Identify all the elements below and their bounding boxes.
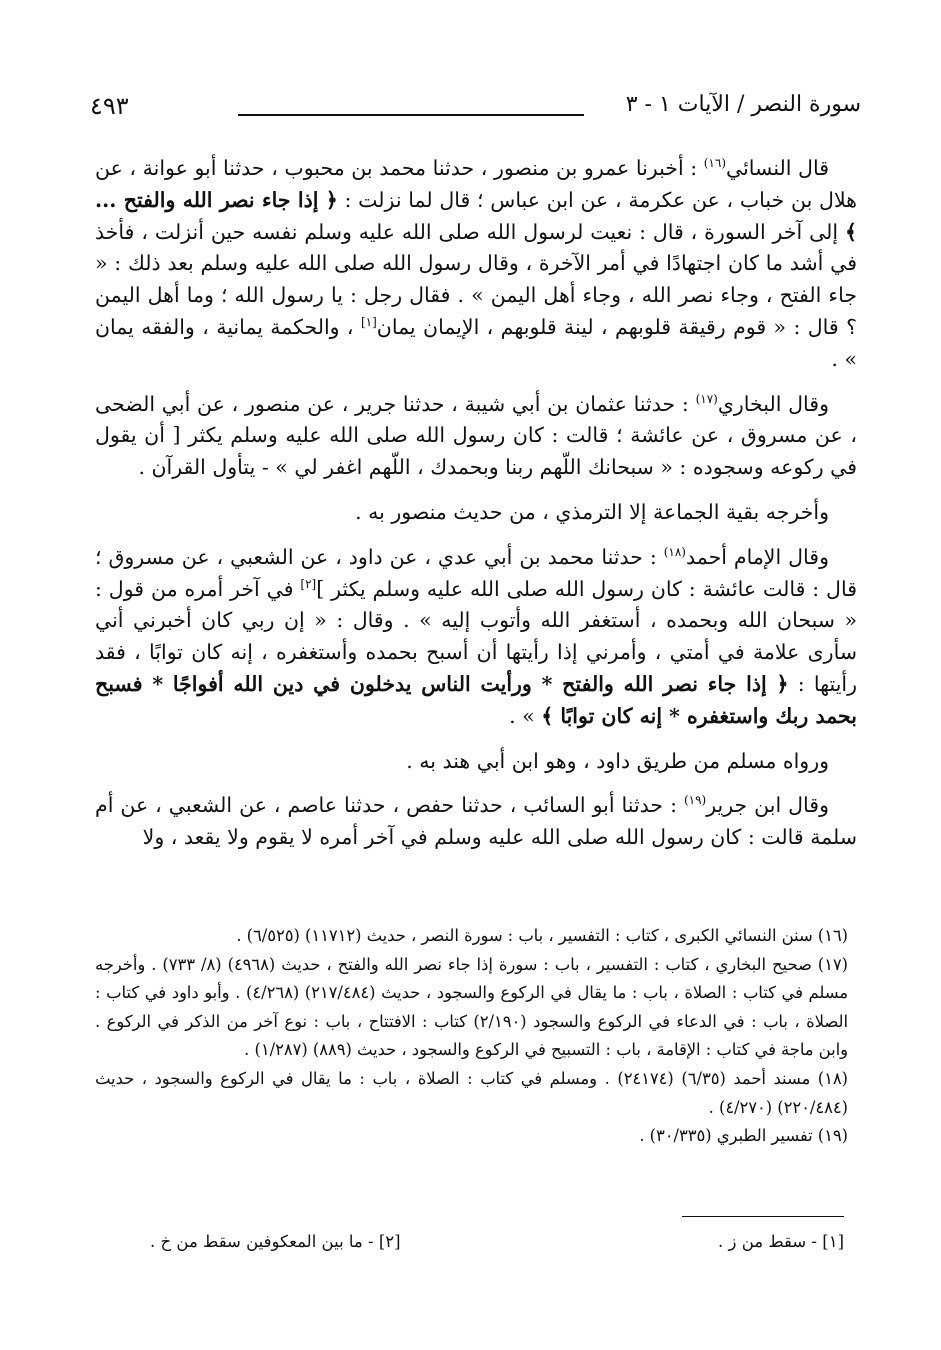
variant-ref: [١]	[360, 315, 377, 330]
variant-ref: [٢]	[300, 576, 317, 591]
page-number: ٤٩٣	[90, 92, 129, 120]
footnote-ref: (١٧)	[695, 391, 718, 406]
header-rule	[238, 114, 584, 116]
paragraph-jamaa: وأخرجه بقية الجماعة إلا الترمذي ، من حديث منصور به .	[355, 499, 829, 524]
quran-quote: ﴿ إذا جاء نصر الله والفتح * ورأيت الناس يدخلون في دين الله أفواجًا * فسبح بحمد ربك واستغفره * إنه كان توابًا ﴾	[95, 671, 857, 728]
paragraph-bukhari	[95, 389, 857, 484]
text-run: في آخر أمره من قول : « سبحان الله وبحمده ، أستغفر الله وأتوب إليه » . وقال : « إن ربي كان أخبرني أني سأرى علامة في أمتي ، وأمرني إذا رأيتها أن أسبح بحمده وأستغفره ، إنه كان توابًا ، فقد رأيتها :	[95, 576, 858, 696]
paragraph-ibn-jarir	[95, 790, 857, 854]
footnote-ref: (١٨)	[663, 544, 686, 559]
text-run: : حدثنا أبو السائب ، حدثنا حفص ، حدثنا عاصم ، عن الشعبي ، عن أم سلمة قالت : كان رسول الله صلى الله عليه وسلم في آخر أمره لا يقوم ولا يقعد ، ولا	[95, 793, 857, 850]
paragraph-muslim: ورواه مسلم من طريق داود ، وهو ابن أبي هند به .	[406, 748, 829, 773]
variant-notes	[150, 1232, 844, 1262]
text-run: وقال ابن جرير	[706, 793, 829, 818]
running-title: سورة النصر / الآيات ١ - ٣	[625, 92, 861, 117]
variant-note-2: [٢] - ما بين المعكوفين سقط من خ .	[150, 1232, 401, 1251]
variant-note-1: [١] - سقط من ز .	[718, 1232, 844, 1251]
text-run: » .	[509, 703, 542, 728]
text-run: : حدثنا محمد بن أبي عدي ، عن داود ، عن الشعبي ، عن مسروق ؛ قال : قالت عائشة : كان رسول الله صلى الله عليه وسلم يكثر ]	[95, 544, 857, 601]
paragraph-nasai	[95, 153, 857, 376]
text-run: وقال الإمام أحمد	[685, 544, 829, 569]
text-run: قال النسائي	[726, 156, 829, 180]
text-run: : حدثنا عثمان بن أبي شيبة ، حدثنا جرير ، عن منصور ، عن أبي الضحى ، عن مسروق ، عن عائشة ؛ قالت : كان رسول الله صلى الله عليه وسلم يكثر [ أن يقول في ركوعه وسجوده : « سبحانك اللّهم ربنا وبحمدك ، اللّهم اغفر لي » - يتأول القرآن .	[95, 391, 857, 480]
text-run: إلى آخر السورة ، قال : نعيت لرسول الله صلى الله عليه وسلم نفسه حين أنزلت ، فأخذ في أشد ما كان اجتهادًا في أمر الآخرة ، وقال رسول الله صلى الله عليه وسلم بعد ذلك : « جاء الفتح ، وجاء نصر الله ، وجاء أهل اليمن » . فقال رجل : يا رسول الله ؛ وما أهل اليمن ؟ قال : « قوم رقيقة قلوبهم ، لينة قلوبهم ، الإيمان يمان	[95, 219, 857, 339]
footnote-ref: (١٦)	[703, 156, 726, 171]
footnote-19: (١٩) تفسير الطبري (٣٠/٣٣٥) .	[639, 1126, 848, 1146]
page-header	[78, 92, 861, 132]
footnotes	[95, 922, 848, 1151]
paragraph-ahmad	[95, 542, 857, 733]
text-run: : أخبرنا عمرو بن منصور ، حدثنا محمد بن محبوب ، حدثنا أبو عوانة ، عن هلال بن خباب ، عن عكرمة ، عن ابن عباس ؛ قال لما نزلت :	[95, 156, 857, 212]
quran-quote: ﴿ إذا جاء نصر الله والفتح ... ﴾	[95, 187, 857, 244]
footnote-17: (١٧) صحيح البخاري ، كتاب : التفسير ، باب : سورة إذا جاء نصر الله والفتح ، حديث (٤٩٦٨) (٨/ ٧٣٣) . وأخرجه مسلم في كتاب : الصلاة ، باب : ما يقال في الركوع والسجود ، حديث (٢١٧/٤٨٤) (٤/٢٦٨) . وأبو داود في كتاب : الصلاة ، باب : في الدعاء في الركوع والسجود (٢/١٩٠) كتاب : الافتتاح ، باب : نوع آخر من الذكر في الركوع . وابن ماجة في كتاب : الإقامة ، باب : التسبيح في الركوع والسجود ، حديث (٨٨٩) (١/٢٨٧) .	[95, 954, 849, 1060]
text-run: ، والحكمة يمانية ، والفقه يمان » .	[95, 314, 857, 371]
footnote-16: (١٦) سنن النسائي الكبرى ، كتاب : التفسير ، باب : سورة النصر ، حديث (١١٧١٢) (٦/٥٢٥) .	[236, 926, 848, 945]
text-run: وقال البخاري	[717, 391, 829, 416]
footnote-ref: (١٩)	[683, 793, 707, 808]
variants-divider	[682, 1216, 844, 1217]
footnote-18: (١٨) مسند أحمد (٦/٣٥) (٢٤١٧٤) . ومسلم في كتاب : الصلاة ، باب : ما يقال في الركوع والسجود ، حديث (٢٢٠/٤٨٤) (٤/٢٧٠) .	[95, 1068, 849, 1117]
main-text	[95, 153, 857, 854]
